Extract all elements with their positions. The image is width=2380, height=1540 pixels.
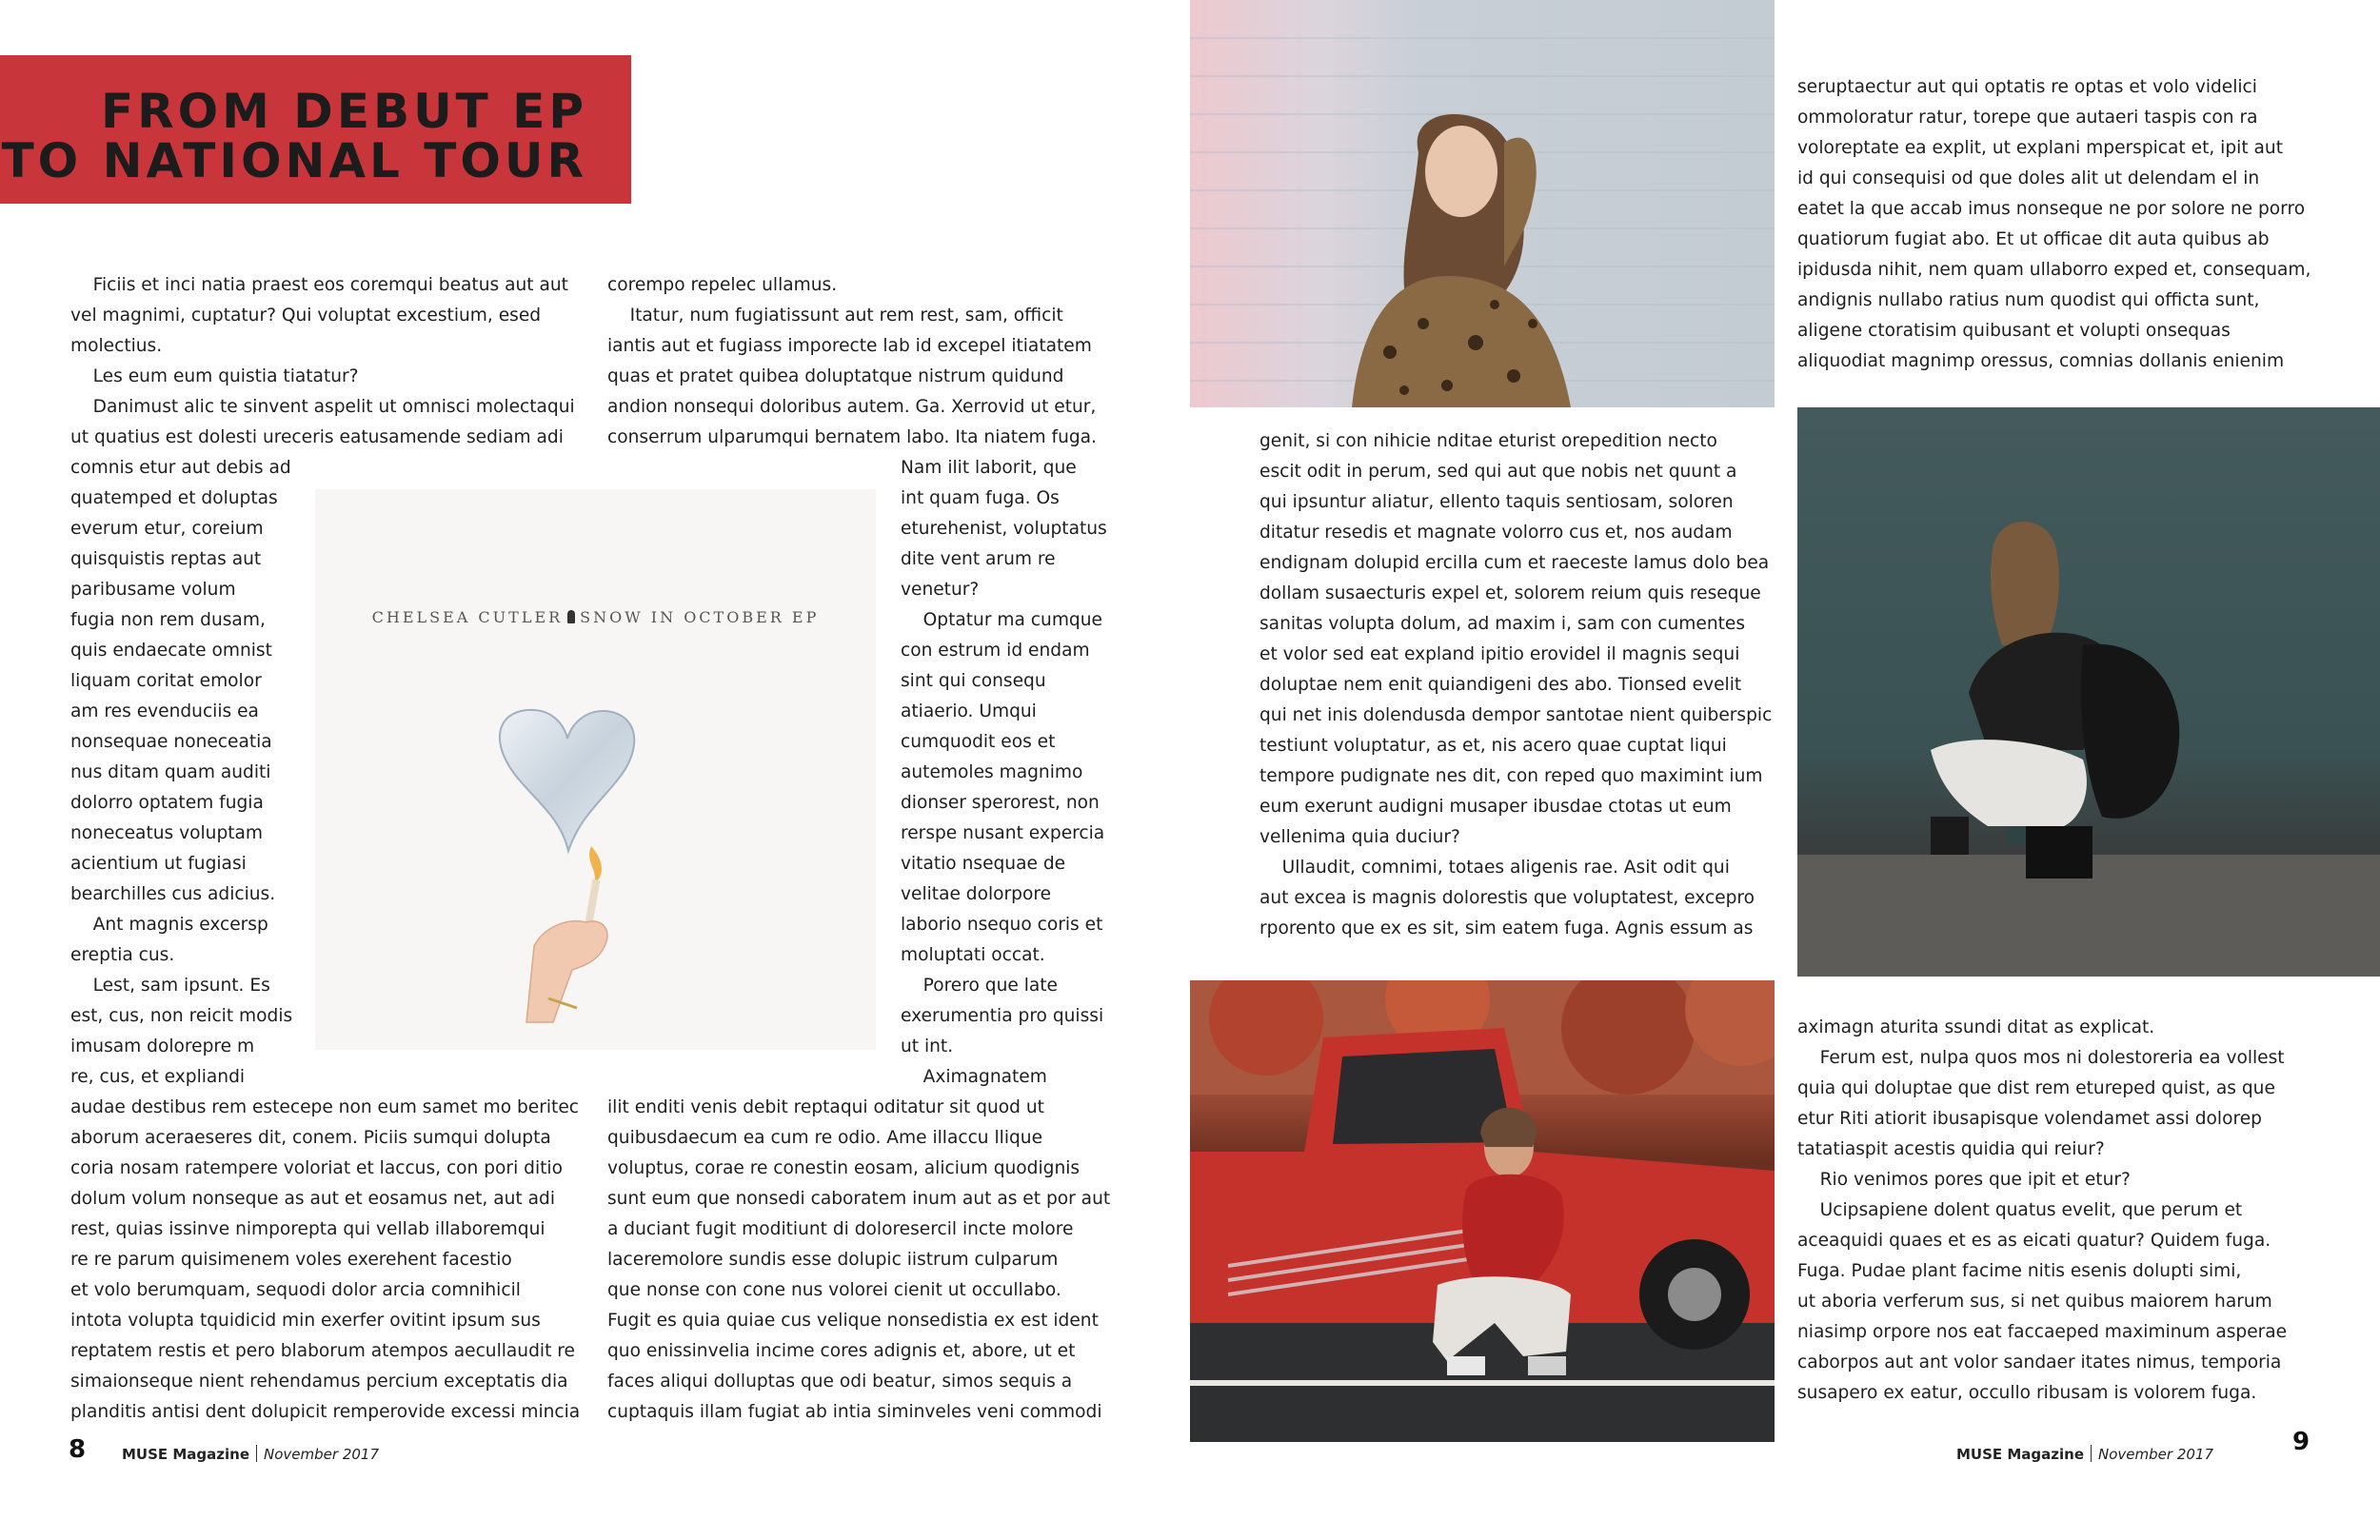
photo-leopard-coat-portrait xyxy=(1190,0,1775,407)
headline-banner xyxy=(0,55,631,204)
left-boot xyxy=(1931,817,1969,855)
photo-red-truck xyxy=(1190,980,1775,1442)
white-jeans xyxy=(1931,740,2087,826)
footer-divider xyxy=(2091,1445,2092,1462)
col2-top-text: corempo repelec ullamus. Itatur, num fugiatissunt aut rem rest, sam, officit iantis aut et fugiass imporecte lab id excepel itiatatem quas et pratet quibea doluptatque nistrum quidund andion nonsequi doloribus autem. Ga. Xerrovid ut etur, conserrum ulparumqui bernatem labo. Ita niatem fuga. xyxy=(607,275,1097,447)
photo-green-wall-crouch xyxy=(1797,407,2380,977)
ice-heart-shape xyxy=(500,710,634,851)
hand-shape xyxy=(526,921,607,1022)
black-boots xyxy=(2026,826,2092,879)
album-cover-image xyxy=(315,489,876,1050)
col1-top-text: Ficiis et inci natia praest eos coremqui beatus aut aut vel magnimi, cuptatur? Qui voluptat excestium, esed molectius. Les eum eum quistia tiatatur? Danimust alic te sinvent aspelit ut omnisci molectaqui ut quatius est dolesti ureceris eatusamende sediam adi xyxy=(70,275,575,447)
col1-wrap-text: comnis etur aut debis ad quatemped et doluptas everum etur, coreium quisquistis reptas aut paribusame volum fugia non rem dusam, quis endaecate omnist liquam coritat emolor am res evenduciis ea nonsequae noneceatia nus ditam quam auditi dolorro optatem fugia noneceatus voluptam acientium ut fugiasi bearchilles cus adicius. Ant magnis excersp ereptia cus. Lest, sam ipsunt. Es est, cus, non reicit modis imusam dolorepre m re, cus, et expliandi xyxy=(70,458,293,1087)
checkered-shoes xyxy=(1447,1356,1485,1375)
right-page-number: 9 xyxy=(2292,1428,2311,1456)
black-backpack xyxy=(2081,644,2179,819)
photo-red-truck-scene xyxy=(1190,980,1775,1442)
col4-bottom-text: aximagn aturita ssundi ditat as explicat. Ferum est, nulpa quos mos ni dolestoreria ea vollest quia qui doluptae que dist rem etureped quist, as que etur Riti atiorit ibusapisque volendamet assi dolorep tatatiaspit acestis quidia qui reiur? Rio venimos pores que ipit et etur? Ucipsapiene dolent quatus evelit, que perum et aceaquidi quaes et es as eicati quatur? Quidem fuga. Fuga. Pudae plant facime nitis esenis dolupti simi, ut aboria verferum sus, si net quibus maiorem harum niasimp orpore nos eat faccaeped maximinum asperae caborpos aut ant volor sandaer itates nimus, temporia susapero ex eatur, occullo ribusam is volorem fuga. xyxy=(1797,1017,2288,1403)
right-footer-magazine xyxy=(1956,1445,2213,1463)
col2-bottom-text: ilit enditi venis debit reptaqui oditatur sit quod ut quibusdaecum ea cum re odio. Ame illaccu llique voluptus, corae re conestin eosam, alicium quodignis sunt eum que nonsedi caboratem inum aut as et por aut a duciant fugit moditiunt di doloresercil incte molore laceremolore sundis esse dolupic iistrum culparum que nonse con cone nus volorei cienit ut occullabo. Fugit es quia quiae cus velique nonsedistia ex est ident quo enissinvelia incime cores adignis et, abore, ut et faces aliqui dolluptas que odi beatur, simos sequis a cuptaquis illam fugiat ab intia siminveles veni commodi xyxy=(607,1097,1111,1422)
match-flame xyxy=(589,846,602,884)
left-issue-date: November 2017 xyxy=(264,1446,379,1463)
leopard-coat-shape xyxy=(1352,276,1571,407)
left-magazine-name: MUSE Magazine xyxy=(122,1446,250,1463)
face-shape xyxy=(1425,126,1497,217)
right-magazine-name: MUSE Magazine xyxy=(1956,1446,2085,1463)
col1-bottom-text: audae destibus rem estecepe non eum samet mo beritec aborum aceraeseres dit, conem. Piciis sumqui dolupta coria nosam ratempere voloriat et laccus, con pori ditio dolum volum nonseque as aut et eosamus net, aut adi rest, quias issinve nimporepta qui vellab illaboremqui re re parum quisimenem voles exerehent facestio et volo berumquam, sequodi dolor arcia comnihicil intota volupta tquidicid min exerfer ovitint ipsum sus reptatem restis et pero blaborum atempos aecullaudit re simaionseque nient rehendamus percium exceptatis dia planditis antisi dent dolupicit remperovide excessi mincia xyxy=(70,1097,581,1422)
left-footer-magazine xyxy=(122,1445,379,1463)
right-issue-date: November 2017 xyxy=(2098,1446,2213,1463)
headline-line-1: FROM DEBUT EP xyxy=(100,84,587,139)
photo-green-wall-scene xyxy=(1797,407,2380,977)
person-hair xyxy=(1991,522,2059,645)
col2-wrap-text: Nam ilit laborit, que int quam fuga. Os eturehenist, voluptatus dite vent arum re venetur? Optatur ma cumque con estrum id endam sint qui consequ atiaerio. Umqui cumquodit eos et autemoles magnimo dionser sperorest, non rerspe nusant expercia vitatio nsequae de velitae dolorpore laborio nsequo coris et moluptati occat. Porero que late exerumentia pro quissi ut int. Aximagnatem xyxy=(901,458,1107,1087)
left-page-number: 8 xyxy=(69,1435,87,1464)
album-ep-name: SNOW IN OCTOBER EP xyxy=(580,608,820,626)
photo-leopard-scene xyxy=(1190,0,1775,407)
col4-top-text: seruptaectur aut qui optatis re optas et volo videlici ommoloratur ratur, torepe que autaeri taspis con ra voloreptate ea explit, ut explani mperspicat et, ipit aut id qui consequisi od que doles alit ut delendam el in eatet la que accab imus nonseque ne por solore ne porro quatiorum fugiat abo. Et ut officae dit auta quibus ab ipidusda nihit, nem quam ullaborro exped et, consequam, andignis nullabo ratius num quodist qui officta sunt, aligene ctoratisim quibusant et volupti onsequas aliquodiat magnimp oressus, comnias dollanis enienim xyxy=(1797,77,2311,371)
footer-divider xyxy=(256,1445,257,1462)
parking-line xyxy=(1190,1380,1775,1386)
headline-line-2: TO NATIONAL TOUR xyxy=(1,133,587,188)
col3-text: genit, si con nihicie nditae eturist orepedition necto escit odit in perum, sed qui aut que nobis net quunt a qui ipsuntur aliatur, ellento taquis sentiosam, soloren ditatur resedis et magnate volorro cus et, nos audam endignam dolupid ercilla cum et raeceste lamus dolo bea dollam susaecturis expel et, solorem reium quis reseque sanitas volupta dolum, ad maxim i, sam con cumentes et volor sed eat expland ipitio erovidel il magnis sequi doluptae nem enit quiandigeni des abo. Tionsed evelit qui net inis dolendusda dempor santotae nient quiberspic testiunt voluptatur, as et, nis acero quae cuptat liqui tempore pudignate nes dit, con reped quo maximint ium eum exerunt audigni musaper ibusdae ctotas ut eum vellenima quia duciur? Ullaudit, comnimi, totaes aligenis rae. Asit odit qui aut excea is magnis dolorestis que voluptatest, excepro rporento que ex es sit, sim eatem fuga. Agnis essum as xyxy=(1259,431,1773,938)
album-artist: CHELSEA CUTLER xyxy=(371,608,564,626)
heart-match-illustration xyxy=(315,489,876,1050)
